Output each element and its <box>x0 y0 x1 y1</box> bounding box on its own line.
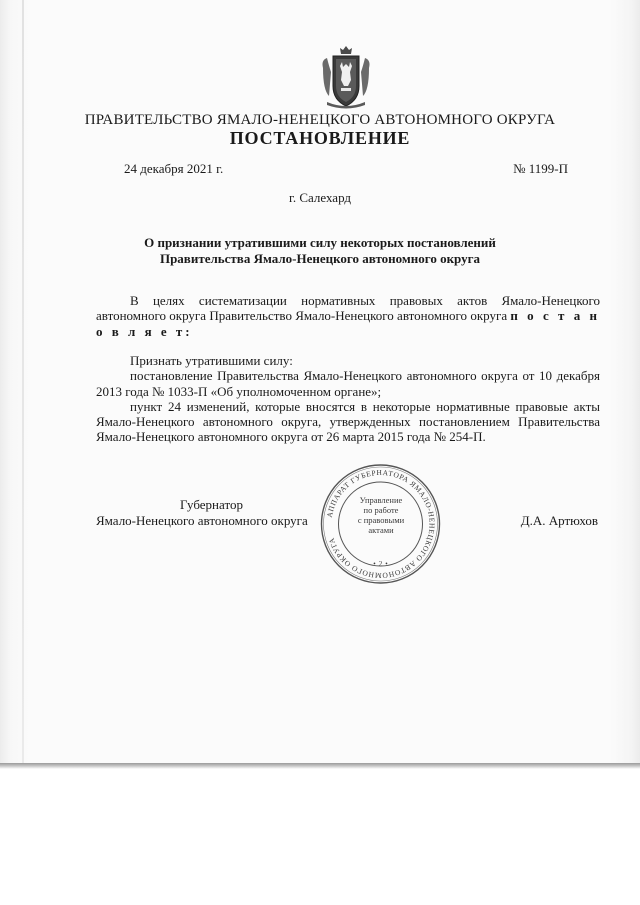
resolution-item-1: постановление Правительства Ямало-Ненецкого автономного округа от 10 декабря 2013 года № 1033-П «Об уполномоченном органе»; <box>96 368 600 399</box>
decree-word: п о с т а н о в л я е т: <box>96 308 600 339</box>
signatory-title: Губернатор <box>180 497 243 512</box>
document-number: № 1199-П <box>513 161 568 176</box>
document-city: г. Салехард <box>288 190 352 205</box>
page-bottom-edge <box>0 763 640 769</box>
preamble <box>96 293 600 339</box>
signatory-name: Д.А. Артюхов <box>520 513 598 528</box>
resolution <box>96 353 600 445</box>
preamble-text: В целях систематизации нормативных правовых актов Ямало-Ненецкого автономного округа Правительство Ямало-Ненецкого автономного округа <box>96 293 600 324</box>
resolution-item-2: пункт 24 изменений, которые вносятся в некоторые нормативные правовые акты Ямало-Ненецкого автономного округа, утвержденных постановлением Правительства Ямало-Ненецкого автономного округа от 26 марта 2015 года № 254-П. <box>96 398 600 445</box>
seal-number: 2 <box>378 560 383 568</box>
document-type: ПОСТАНОВЛЕНИЕ <box>229 128 411 148</box>
subject-line-1: О признании утратившими силу некоторых постановлений <box>144 235 496 250</box>
svg-text:•2•: • 2 • <box>373 560 388 568</box>
seal-outer-text: АППАРАТ ГУБЕРНАТОРА ЯМАЛО-НЕНЕЦКОГО АВТОНОМНОГО ОКРУГА <box>324 467 437 581</box>
seal-inner-text: Управление по работе с правовыми актами <box>357 495 405 535</box>
subject-line-2: Правительства Ямало-Ненецкого автономного округа <box>159 251 481 266</box>
document-subject <box>0 235 640 267</box>
coat-of-arms-emblem <box>319 46 373 110</box>
document-date: 24 декабря 2021 г. <box>124 161 224 176</box>
resolution-intro: Признать утратившими силу: <box>130 353 293 368</box>
government-name: ПРАВИТЕЛЬСТВО ЯМАЛО-НЕНЕЦКОГО АВТОНОМНОГО ОКРУГА <box>84 112 556 128</box>
signatory-organization: Ямало-Ненецкого автономного округа <box>96 513 308 528</box>
